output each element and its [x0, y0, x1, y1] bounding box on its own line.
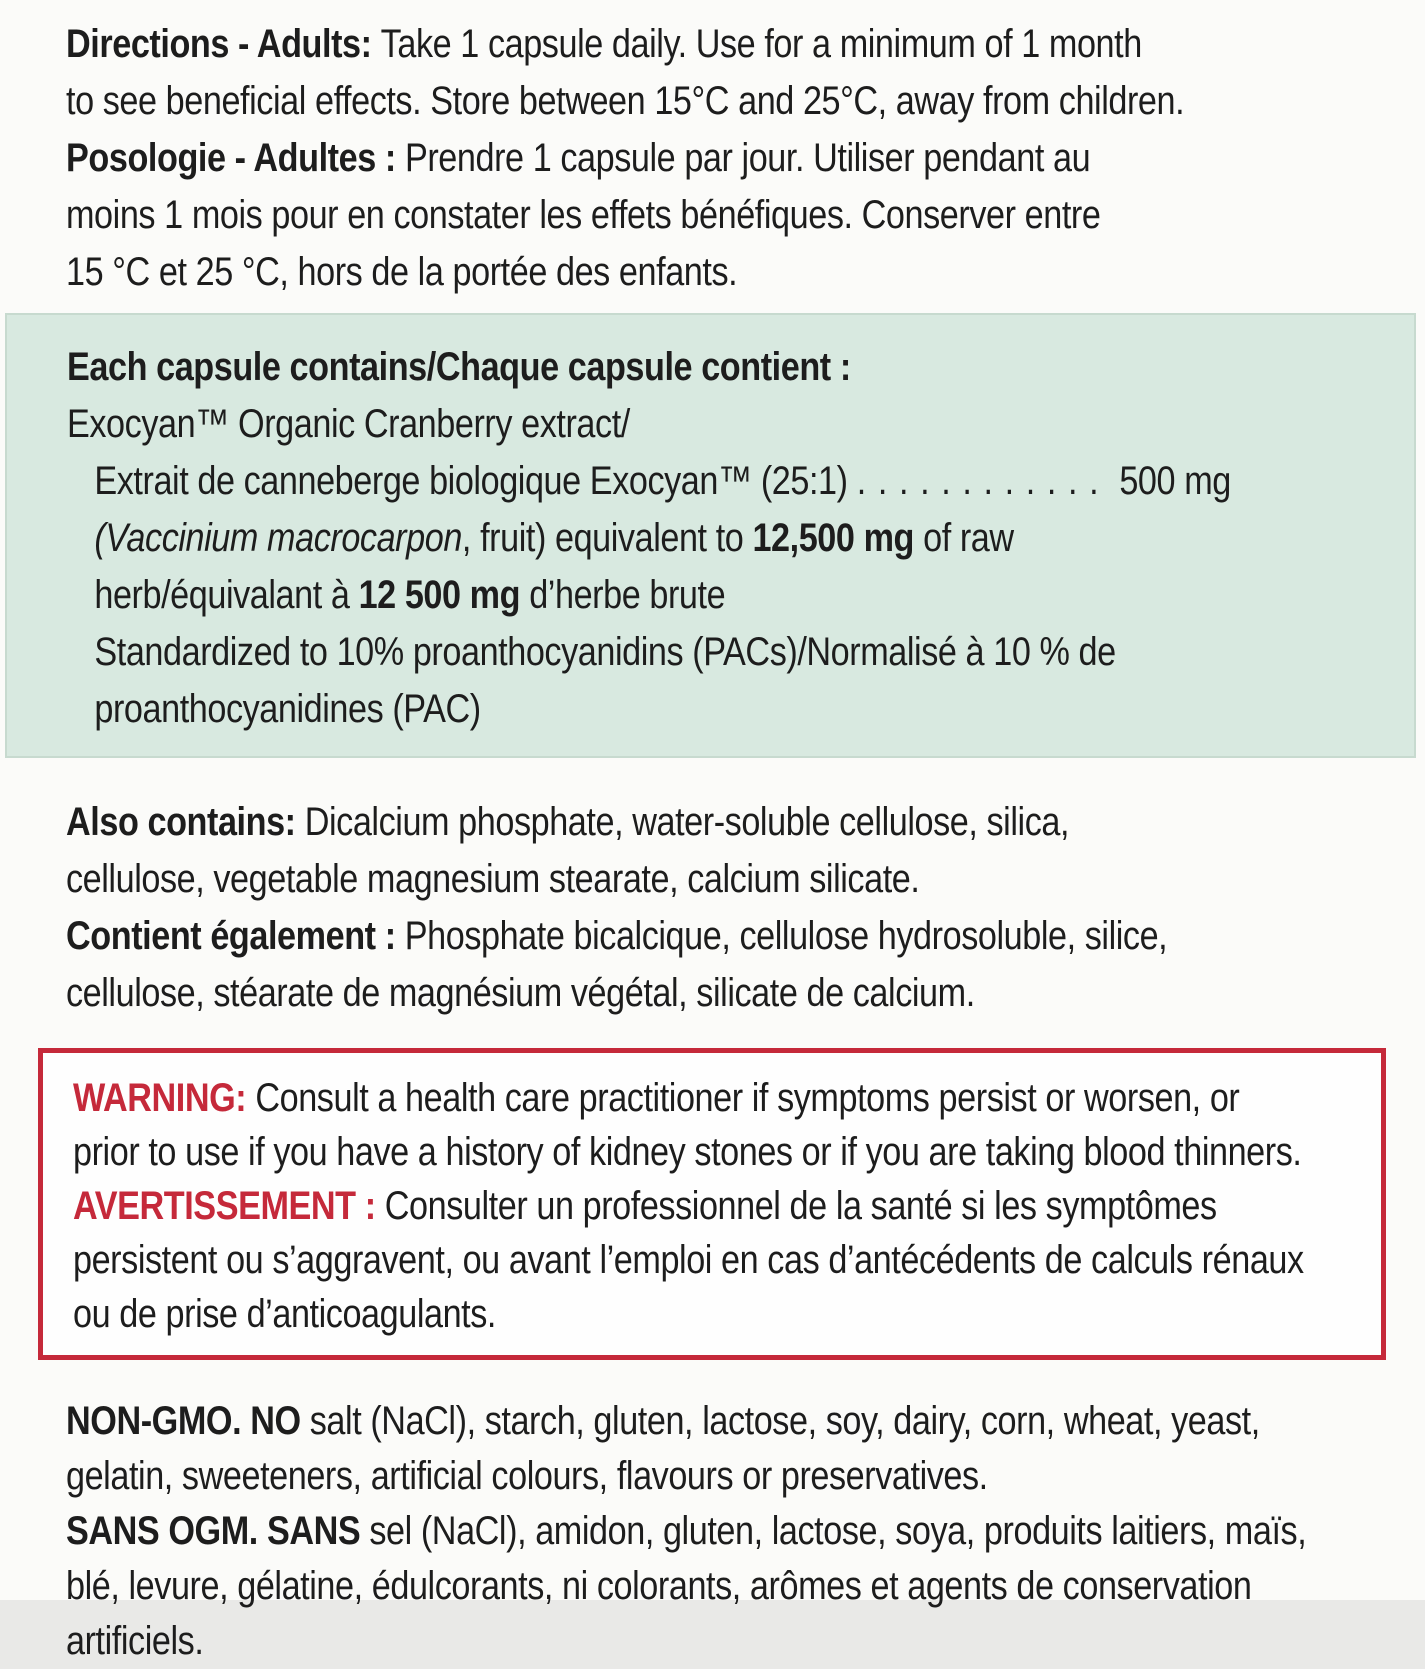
text-line [67, 567, 1219, 624]
text-line [67, 510, 1219, 567]
text-run: cellulose, vegetable magnesium stearate, calcium silicate. [66, 857, 920, 901]
text-run: (Vaccinium macrocarpon [94, 516, 462, 560]
text-run: of raw [914, 516, 1014, 560]
text-line [67, 624, 1219, 681]
text-run: sel (NaCl), amidon, gluten, lactose, soya, produits laitiers, maïs, [369, 1509, 1307, 1553]
text-line [67, 453, 1231, 510]
text-run: Extrait de canneberge biologique Exocyan™ (25:1) [94, 459, 857, 503]
text-run: 12,500 mg [752, 516, 915, 560]
text-line [66, 965, 1228, 1022]
text-line [66, 908, 1228, 965]
text-run: Posologie - Adultes : [66, 136, 405, 180]
directions-section [0, 0, 1425, 301]
text-run: WARNING: [73, 1076, 256, 1120]
text-run: d’herbe brute [520, 573, 726, 617]
text-run: cellulose, stéarate de magnésium végétal, silicate de calcium. [66, 971, 975, 1015]
text-run: to see beneficial effects. Store between 15°C and 25°C, away from children. [66, 79, 1185, 123]
text-line [67, 339, 1219, 396]
text-line [73, 1179, 1217, 1233]
text-run: Standardized to 10% proanthocyanidins (PACs)/Normalisé à 10 % de [94, 630, 1116, 674]
text-run: Take 1 capsule daily. Use for a minimum of 1 month [380, 22, 1142, 66]
text-run: AVERTISSEMENT : [73, 1184, 385, 1228]
text-line [67, 681, 1219, 738]
text-line [66, 1559, 1252, 1614]
text-line [73, 1125, 1302, 1179]
text-line [66, 1614, 1228, 1669]
text-run: persistent ou s’aggravent, ou avant l’emploi en cas d’antécédents de calculs rénaux [73, 1238, 1304, 1282]
text-line [66, 1504, 1307, 1559]
text-run: salt (NaCl), starch, gluten, lactose, soy, dairy, corn, wheat, yeast, [309, 1399, 1260, 1443]
text-line [66, 794, 1228, 851]
text-line [66, 187, 1228, 244]
text-run: blé, levure, gélatine, édulcorants, ni colorants, arômes et agents de conservation [66, 1564, 1252, 1608]
text-run: Consult a health care practitioner if symptoms persist or worsen, or [255, 1076, 1240, 1120]
text-run: Exocyan™ Organic Cranberry extract/ [67, 402, 630, 446]
text-line [66, 244, 1228, 301]
text-run: Contient également : [66, 914, 405, 958]
text-run: SANS OGM. SANS [66, 1509, 370, 1553]
text-line [66, 16, 1228, 73]
text-run: artificiels. [66, 1619, 204, 1663]
text-run: 500 mg [1110, 459, 1231, 503]
text-run: 15 °C et 25 °C, hors de la portée des enfants. [66, 250, 738, 294]
text-run: , fruit) equivalent to [461, 516, 753, 560]
text-run: Phosphate bicalcique, cellulose hydrosoluble, silice, [404, 914, 1168, 958]
non-medicinal-ingredients-section [0, 758, 1425, 1022]
free-from-section [0, 1360, 1425, 1669]
text-line [73, 1287, 1191, 1341]
text-run: Prendre 1 capsule par jour. Utiliser pendant au [404, 136, 1091, 180]
text-line [73, 1071, 1240, 1125]
text-run: Also contains: [66, 800, 305, 844]
text-run: proanthocyanidines (PAC) [94, 687, 481, 731]
medicinal-ingredients-panel [5, 313, 1416, 758]
text-line [66, 851, 1228, 908]
warning-box [38, 1048, 1386, 1360]
text-run: prior to use if you have a history of kidney stones or if you are taking blood thinners. [73, 1130, 1302, 1174]
text-line [66, 1394, 1260, 1449]
text-line [66, 1449, 1228, 1504]
text-run: Dicalcium phosphate, water-soluble cellulose, silica, [304, 800, 1070, 844]
text-line [66, 130, 1228, 187]
text-run: moins 1 mois pour en constater les effets bénéfiques. Conserver entre [66, 193, 1101, 237]
text-run: ............ [856, 459, 1111, 503]
text-run: herb/équivalant à [94, 573, 359, 617]
text-run: NON-GMO. NO [66, 1399, 310, 1443]
text-run: Each capsule contains/Chaque capsule contient : [67, 345, 851, 389]
text-run: 12 500 mg [358, 573, 521, 617]
text-line [67, 396, 1219, 453]
text-line [66, 73, 1228, 130]
text-run: gelatin, sweeteners, artificial colours, flavours or preservatives. [66, 1454, 988, 1498]
text-run: ou de prise d’anticoagulants. [73, 1292, 497, 1336]
text-run: Directions - Adults: [66, 22, 381, 66]
text-run: Consulter un professionnel de la santé si les symptômes [384, 1184, 1217, 1228]
text-line [73, 1233, 1304, 1287]
